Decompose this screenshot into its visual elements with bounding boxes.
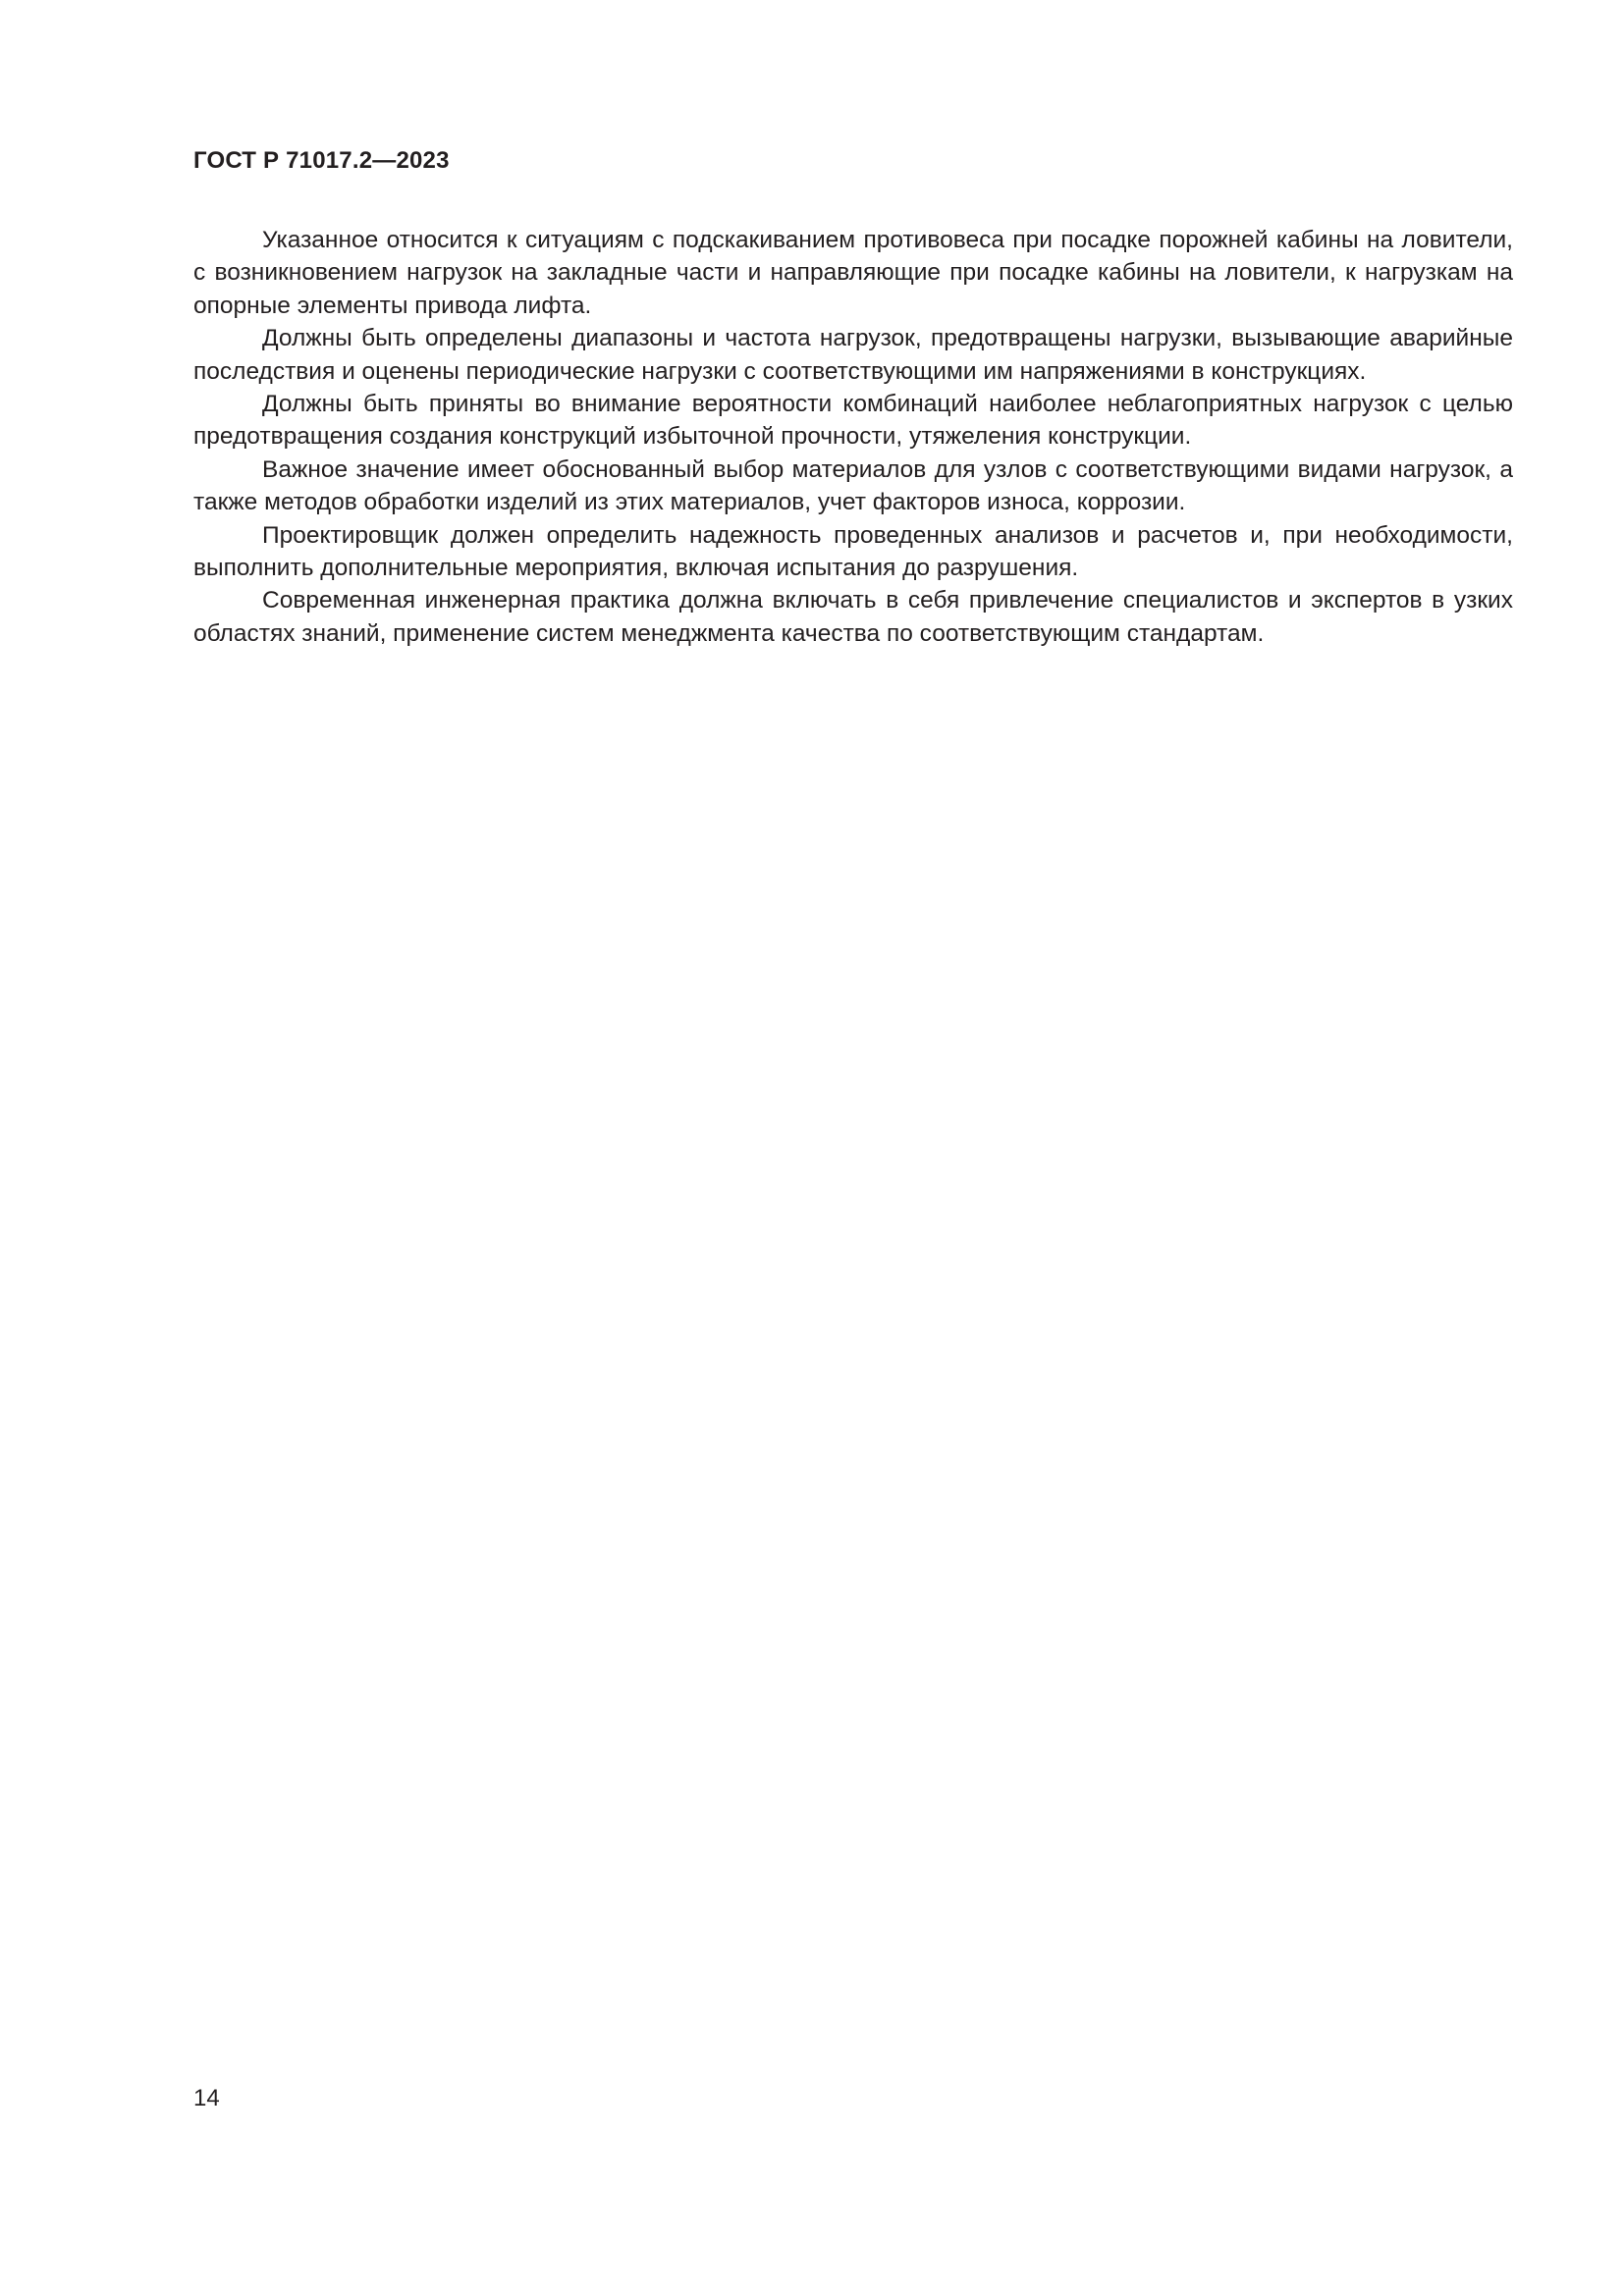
- paragraph: Должны быть определены диапазоны и частота нагрузок, предотвращены нагрузки, вызывающие аварийные последствия и оценены периодические нагрузки с соответствующими им напряжениями в конструкциях.: [193, 325, 1513, 385]
- page-number: 14: [193, 2085, 220, 2111]
- paragraph: Проектировщик должен определить надежность проведенных анализов и расчетов и, при необходимости, выполнить дополнительные мероприятия, включая испытания до разрушения.: [193, 521, 1513, 582]
- paragraph: Должны быть приняты во внимание вероятности комбинаций наиболее неблагоприятных нагрузок с целью предотвращения создания конструкций избыточной прочности, утяжеления конструкции.: [193, 391, 1513, 451]
- body-text: [193, 224, 1513, 650]
- paragraph: Указанное относится к ситуациям с подскакиванием противовеса при посадке порожней кабины на ловители, с возникновением нагрузок на закладные части и направляющие при посадке кабины на ловители, к нагрузкам на опорные элементы привода лифта.: [193, 227, 1513, 319]
- paragraph: Современная инженерная практика должна включать в себя привлечение специалистов и экспертов в узких областях знаний, применение систем менеджмента качества по соответствующим стандартам.: [193, 587, 1513, 647]
- document-code-header: ГОСТ Р 71017.2—2023: [193, 147, 450, 174]
- paragraph: Важное значение имеет обоснованный выбор материалов для узлов с соответствующими видами нагрузок, а также методов обработки изделий из этих материалов, учет факторов износа, коррозии.: [193, 455, 1513, 516]
